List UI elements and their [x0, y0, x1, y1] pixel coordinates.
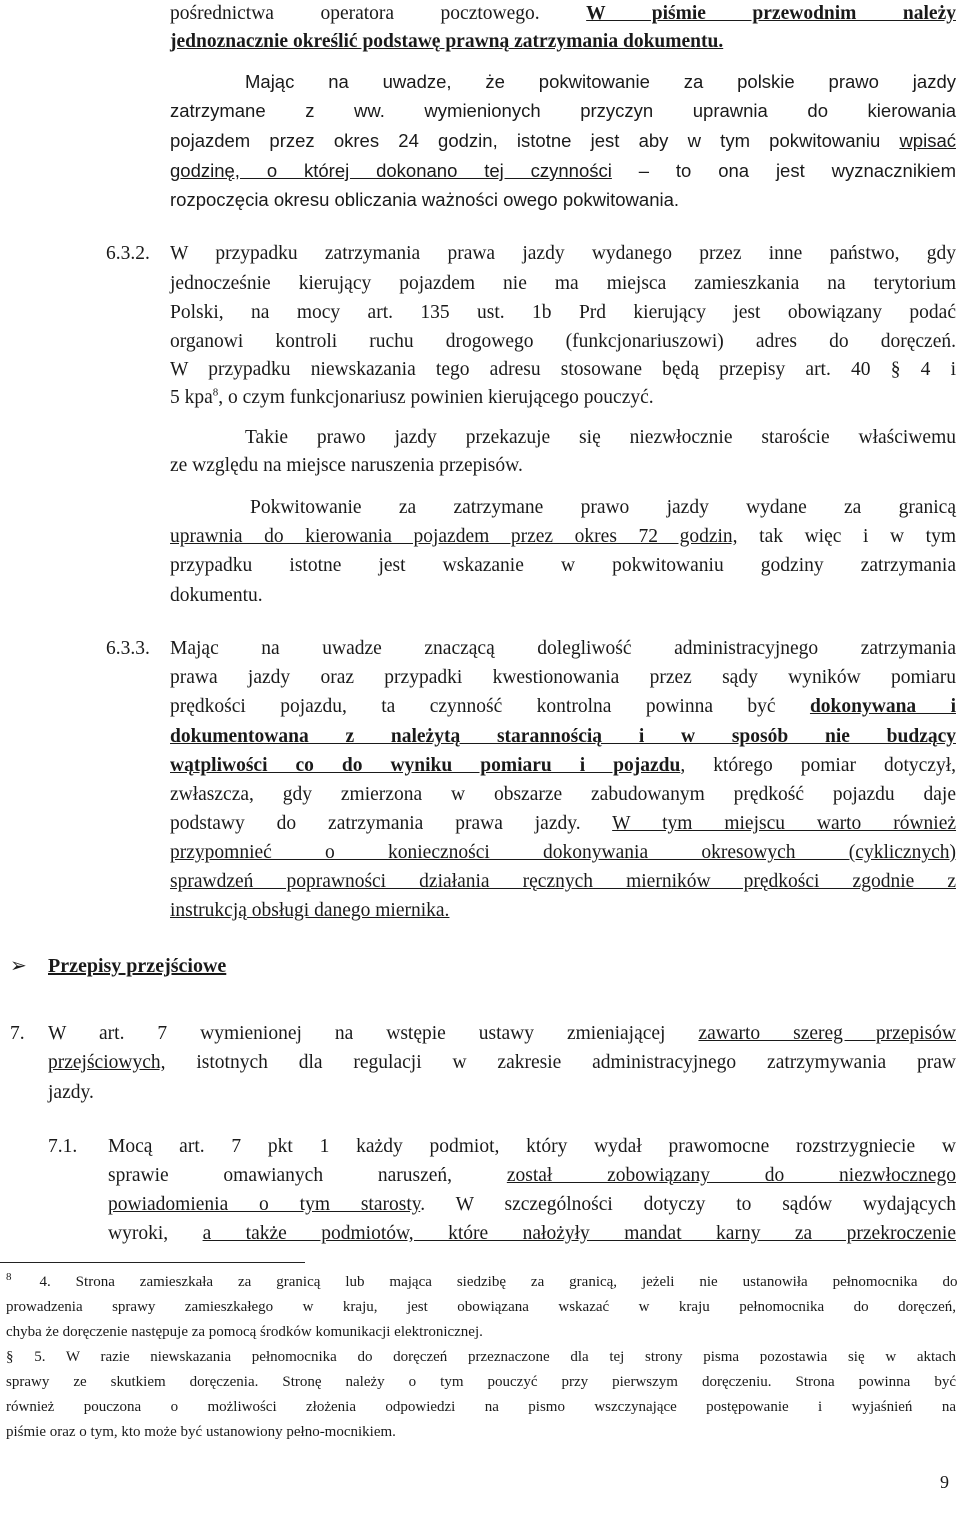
footnote-line-6: również pouczona o możliwości złożenia odpowiedzi na pismo wszczynające postępowanie i wyjaśnień na — [6, 1399, 956, 1415]
s633-line-10: instrukcją obsługi danego miernika. — [170, 900, 450, 921]
page-number: 9 — [940, 1472, 949, 1492]
s633-line-8: przypomnieć o konieczności dokonywania okresowych (cyklicznych) — [170, 842, 956, 863]
s71-line-2: sprawie omawianych naruszeń, został zobowiązany do niezwłocznego — [108, 1165, 956, 1186]
s632-line-5: W przypadku niewskazania tego adresu stosowane będą przepisy art. 40 § 4 i — [170, 359, 956, 380]
s633-line-9: sprawdzeń poprawności działania ręcznych mierników prędkości zgodnie z — [170, 871, 956, 892]
footnote-mark: 8 — [6, 1271, 12, 1283]
footnote-line-3: chyba że doręczenie następuje za pomocą środków komunikacji elektronicznej. — [6, 1324, 483, 1340]
section-number-7: 7. — [10, 1023, 25, 1044]
s632-line-9: Pokwitowanie za zatrzymane prawo jazdy wydane za granicą — [250, 497, 956, 518]
s7-line-2: przejściowych, istotnych dla regulacji w zakresie administracyjnego zatrzymywania praw — [48, 1052, 956, 1073]
footnote-line-2: prowadzenia sprawy zamieszkałego w kraju, jest obowiązana wskazać w kraju pełnomocnika do doręczeń, — [6, 1299, 956, 1315]
section-heading: ➢ Przepisy przejściowe — [10, 953, 227, 977]
s7-line-1: W art. 7 wymienionej na wstępie ustawy zmieniającej zawarto szereg przepisów — [48, 1023, 956, 1044]
s632-line-6: 5 kpa$^8$, o czym funkcjonariusz powinien kierującego pouczyć. — [170, 386, 654, 408]
s632-line-12: dokumentu. — [170, 585, 263, 606]
footnote-line-7: piśmie oraz o tym, kto może być ustanowiony pełno-mocnikiem. — [6, 1424, 396, 1440]
p1-line-1: pośrednictwa operatora pocztowego. W piśmie przewodnim należy — [170, 3, 956, 24]
s632-line-8: ze względu na miejsce naruszenia przepisów. — [170, 455, 523, 476]
s633-line-3: prędkości pojazdu, ta czynność kontrolna powinna być dokonywana i — [170, 696, 956, 717]
p1-line-2: jednoznacznie określić podstawę prawną zatrzymania dokumentu. — [170, 31, 724, 52]
p2-line-4: godzinę, o której dokonano tej czynności – to ona jest wyznacznikiem — [170, 160, 956, 181]
p2-line-1: Mając na uwadze, że pokwitowanie za polskie prawo jazdy — [245, 71, 956, 92]
p2-line-2: zatrzymane z ww. wymienionych przyczyn uprawnia do kierowania — [170, 100, 956, 121]
s71-line-3: powiadomienia o tym starosty. W szczególności dotyczy to sądów wydających — [108, 1194, 956, 1215]
s71-line-4: wyroki, a także podmiotów, które nałożyły mandat karny za przekroczenie — [108, 1223, 956, 1244]
s71-line-1: Mocą art. 7 pkt 1 każdy podmiot, który wydał prawomocne rozstrzygniecie w — [108, 1136, 956, 1157]
s632-line-2: jednocześnie kierujący pojazdem nie ma miejsca zamieszkania na terytorium — [170, 273, 956, 294]
s633-line-4: dokumentowana z należytą starannością i w sposób nie budzący — [170, 726, 956, 747]
section-number-6-3-2: 6.3.2. — [106, 243, 150, 264]
s7-line-3: jazdy. — [48, 1082, 94, 1103]
footnote-line-4: § 5. W razie niewskazania pełnomocnika do doręczeń przeznaczone dla tej strony pisma pozostawia się w aktach — [6, 1349, 956, 1365]
s632-line-3: Polski, na mocy art. 135 ust. 1b Prd kierujący jest obowiązany podać — [170, 302, 956, 323]
s633-line-5: wątpliwości co do wyniku pomiaru i pojazdu, którego pomiar dotyczył, — [170, 755, 956, 776]
s632-line-11: przypadku istotne jest wskazanie w pokwitowaniu godziny zatrzymania — [170, 555, 956, 576]
s633-line-6: zwłaszcza, gdy zmierzona w obszarze zabudowanym prędkość pojazdu daje — [170, 784, 956, 805]
p2-line-5: rozpoczęcia okresu obliczania ważności owego pokwitowania. — [170, 189, 680, 210]
section-number-7-1: 7.1. — [48, 1136, 78, 1157]
s632-line-10: uprawnia do kierowania pojazdem przez okres 72 godzin, tak więc i w tym — [170, 526, 957, 547]
arrow-bullet-icon: ➢ — [10, 953, 27, 977]
s633-line-1: Mając na uwadze znaczącą dolegliwość administracyjnego zatrzymania — [170, 638, 956, 659]
footnote-line-1: $^8$ 4. Strona zamieszkała za granicą lub mająca siedzibę za granicą, jeżeli nie ustanowiła pełnomocnika do — [6, 1271, 958, 1290]
footnote-separator — [0, 1262, 305, 1263]
footnote-line-5: sprawy ze skutkiem doręczenia. Stronę należy o tym pouczyć przy pierwszym doręczeniu. Strona powinna być — [6, 1374, 956, 1390]
s633-line-2: prawa jazdy oraz przypadki kwestionowania przez sądy wyników pomiaru — [170, 667, 956, 688]
footnote-reference: 8 — [212, 386, 219, 399]
p2-line-3: pojazdem przez okres 24 godzin, istotne jest aby w tym pokwitowaniu wpisać — [170, 130, 956, 151]
s633-line-7: podstawy do zatrzymania prawa jazdy. W tym miejscu warto również — [170, 813, 957, 834]
s632-line-7: Takie prawo jazdy przekazuje się niezwłocznie staroście właściwemu — [245, 427, 956, 448]
section-number-6-3-3: 6.3.3. — [106, 638, 150, 659]
s632-line-4: organowi kontroli ruchu drogowego (funkcjonariuszowi) adres do doręczeń. — [170, 331, 956, 352]
s632-line-1: W przypadku zatrzymania prawa jazdy wydanego przez inne państwo, gdy — [170, 243, 956, 264]
